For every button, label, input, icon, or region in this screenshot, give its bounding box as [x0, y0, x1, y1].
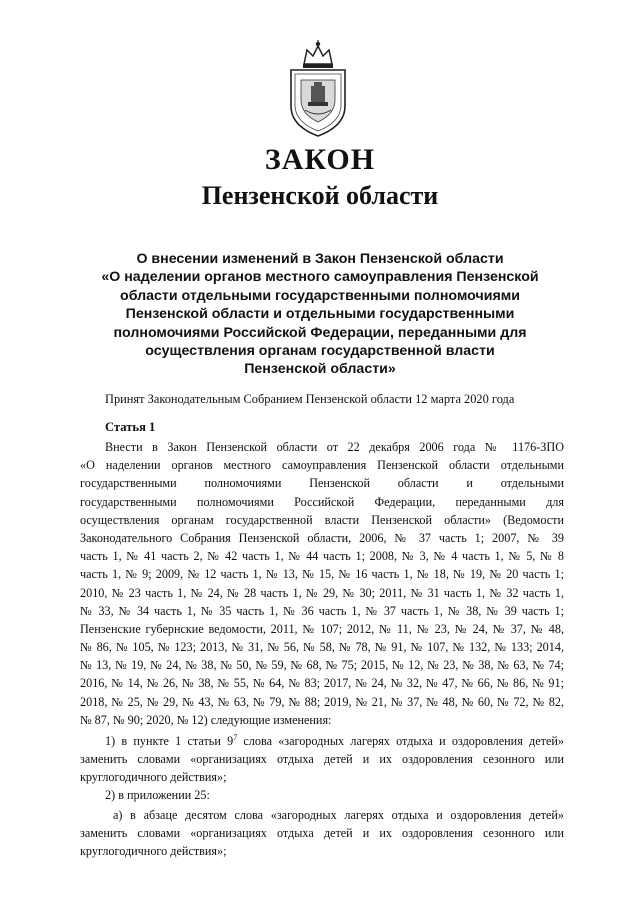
subject-line: Пензенской области»: [244, 361, 396, 378]
text-line: «О наделении органов местного самоуправления Пензенской области отдельными: [80, 458, 564, 473]
penza-coat-of-arms-icon: [287, 40, 349, 138]
article-item-2a: [80, 806, 564, 861]
text-line: часть 1, № 9; 2009, № 12 часть 1, № 13, № 15, № 16 часть 1, № 18, № 19, № 20 часть 1;: [80, 567, 564, 582]
article-item-2: [80, 786, 564, 804]
text-line: 2010, № 23 часть 1, № 24, № 28 часть 1, № 29, № 30; 2011, № 31 часть 1, № 32 часть 1,: [80, 585, 564, 600]
text-line: государственными полномочиями Российской Федерации, переданными для: [80, 494, 564, 509]
item-1-text-end: слова «загородных лагерях отдыха и оздоровления детей»: [237, 734, 564, 748]
text-line: заменить словами «организациях отдыха детей и их оздоровления сезонного или: [80, 826, 564, 841]
text-line: 2016, № 14, № 26, № 38, № 55, № 64, № 83; 2017, № 24, № 32, № 47, № 66, № 86, № 91;: [80, 676, 564, 691]
law-title: ЗАКОН: [264, 143, 376, 176]
text-line: 2) в приложении 25:: [105, 788, 210, 802]
text-line: Законодательного Собрания Пензенской области, 2006, № 37 часть 1; 2007, № 39: [80, 530, 564, 545]
text-line: № 87, № 90; 2020, № 12) следующие изменения:: [80, 712, 332, 727]
article-heading: Статья 1: [105, 420, 156, 434]
article-intro-paragraph: [80, 438, 564, 729]
text-line: № 33, № 34 часть 1, № 35 часть 1, № 36 часть 1, № 37 часть 1, № 38, № 39 часть 1;: [80, 603, 564, 618]
text-line: № 86, № 105, № 123; 2013, № 31, № 56, № 58, № 78, № 91, № 107, № 132, № 133; 2014,: [80, 640, 564, 655]
text-line: круглогодичного действия»;: [80, 844, 227, 859]
text-line: круглогодичного действия»;: [80, 770, 227, 785]
article-item-1: [80, 732, 564, 787]
text-line: государственными полномочиями Пензенской области и отдельными: [80, 476, 564, 491]
item-1-text-start: 1) в пункте 1 статьи 9: [105, 734, 234, 748]
subject-line: О внесении изменений в Закон Пензенской области: [136, 251, 504, 267]
text-line: Внести в Закон Пензенской области от 22 декабря 2006 года № 1176-ЗПО: [105, 440, 564, 454]
law-region: Пензенской области: [201, 181, 439, 210]
text-line: 2018, № 25, № 29, № 43, № 63, № 79, № 88; 2019, № 21, № 37, № 48, № 60, № 72, № 82,: [80, 694, 564, 709]
text-line: а) в абзаце десятом слова «загородных лагерях отдыха и оздоровления детей»: [113, 808, 564, 822]
article-superscript: 7: [233, 733, 238, 742]
text-line: осуществления органам государственной власти Пензенской области» (Ведомости: [80, 512, 564, 527]
text-line: часть 1, № 41 часть 2, № 42 часть 1, № 44 часть 1; 2008, № 3, № 4 часть 1, № 5, № 8: [80, 549, 564, 564]
adoption-date-line: Принят Законодательным Собранием Пензенской области 12 марта 2020 года: [105, 392, 515, 406]
subject-line: полномочиями Российской Федерации, переданными для: [113, 324, 527, 341]
subject-line: Пензенской области и отдельными государственными: [125, 306, 515, 323]
subject-line: «О наделении органов местного самоуправления Пензенской: [101, 269, 539, 286]
text-line: заменить словами «организациях отдыха детей и их оздоровления сезонного или: [80, 752, 564, 767]
text-line: № 13, № 19, № 24, № 38, № 50, № 59, № 68, № 75; 2015, № 12, № 23, № 38, № 63, № 74;: [80, 658, 564, 673]
subject-line: области отдельными государственными полномочиями: [120, 287, 520, 304]
subject-line: осуществления органам государственной власти: [145, 343, 495, 360]
law-subject: [66, 250, 574, 379]
text-line: [80, 732, 564, 750]
text-line: Пензенские губернские ведомости, 2011, № 107; 2012, № 11, № 23, № 24, № 37, № 48,: [80, 621, 564, 636]
